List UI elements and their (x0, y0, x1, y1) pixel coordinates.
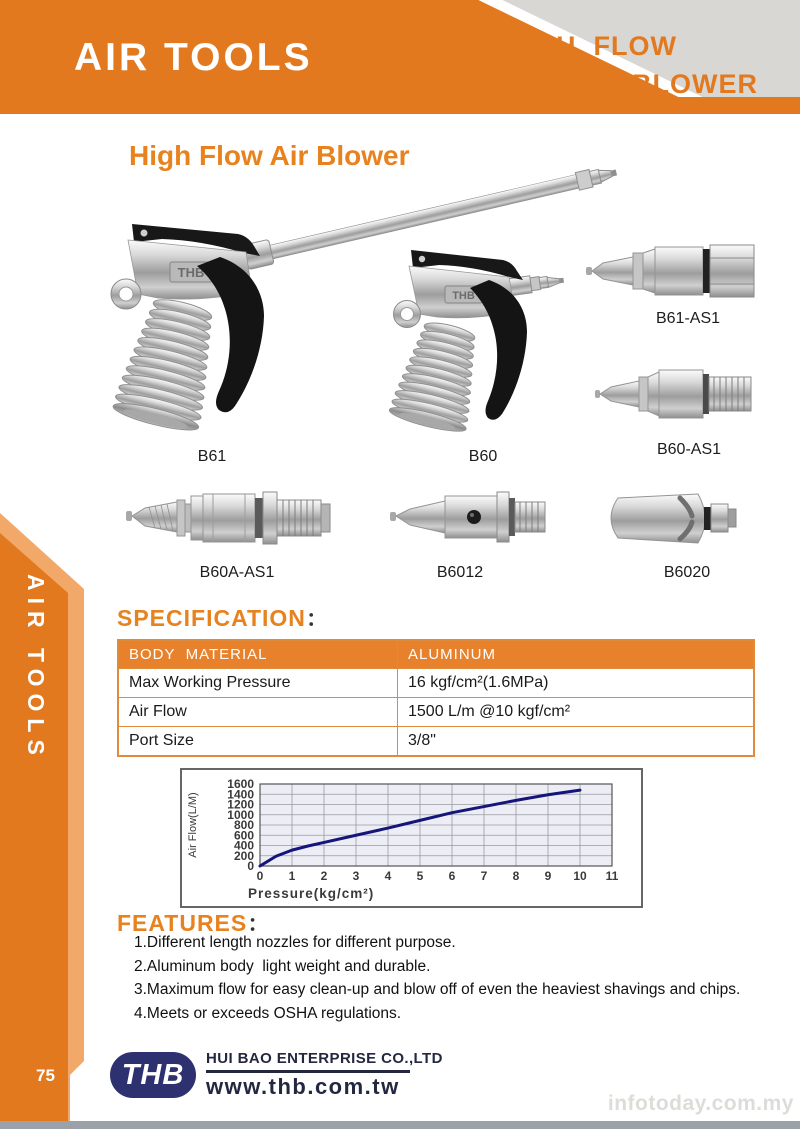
list-item: 1.Different length nozzles for different purpose. (134, 934, 456, 951)
website-url: www.thb.com.tw (206, 1074, 400, 1099)
product-label-b6012: B6012 (436, 564, 484, 581)
spec-label-max-working-pressure: Max Working Pressure (118, 669, 398, 698)
svg-text:8: 8 (512, 869, 520, 883)
svg-text:1000: 1000 (227, 807, 254, 822)
footer-divider (206, 1070, 410, 1073)
table-row (118, 727, 754, 757)
air-flow-pressure-chart (180, 768, 643, 908)
product-image-b60-as1 (595, 362, 755, 425)
table-row (118, 669, 754, 698)
spec-header-aluminum: ALUMINUM (398, 640, 755, 669)
svg-text:Air Flow(L/M): Air Flow(L/M) (187, 792, 199, 858)
product-label-b61-as1: B61-AS1 (655, 310, 721, 327)
company-name: HUI BAO ENTERPRISE CO.,LTD (206, 1050, 443, 1067)
svg-text:5: 5 (416, 869, 424, 883)
sidebar-vertical-label: AIR TOOLS (23, 574, 49, 762)
svg-text:Pressure(kg/cm²): Pressure(kg/cm²) (248, 886, 375, 901)
svg-text:11: 11 (605, 869, 619, 883)
svg-text:200: 200 (233, 848, 254, 863)
list-item: 3.Maximum flow for easy clean-up and blow off of even the heaviest shavings and chips. (134, 981, 741, 998)
list-item: 4.Meets or exceeds OSHA regulations. (134, 1004, 402, 1022)
product-image-b6012 (390, 487, 550, 547)
thb-logo (110, 1052, 196, 1098)
svg-text:3: 3 (352, 869, 360, 883)
spec-value-port-size: 3/8" (398, 727, 755, 757)
spec-header-body-material: BODY MATERIAL (118, 640, 398, 669)
svg-text:1600: 1600 (227, 777, 254, 791)
svg-text:400: 400 (233, 838, 254, 853)
gun-stamp-text: THB (177, 265, 205, 280)
specification-heading-text: SPECIFICATION (117, 605, 306, 631)
header-product-line1: HIGH FLOW (505, 31, 677, 61)
svg-text:600: 600 (233, 828, 254, 843)
product-image-b60a-as1 (125, 482, 340, 548)
svg-text:4: 4 (384, 869, 392, 883)
page-title: High Flow Air Blower (129, 140, 410, 171)
header-product-line2: AIR BLOWER (574, 69, 758, 99)
product-label-b60: B60 (468, 448, 498, 465)
svg-text:0: 0 (256, 869, 264, 883)
table-row (118, 698, 754, 727)
header-banner (0, 0, 800, 114)
product-image-b60 (385, 222, 565, 454)
svg-text:0: 0 (247, 859, 254, 873)
svg-text:10: 10 (573, 869, 587, 883)
svg-text:800: 800 (233, 818, 254, 832)
svg-text:1400: 1400 (227, 787, 254, 802)
svg-text:7: 7 (480, 869, 488, 883)
thb-logo-text: THB (121, 1058, 185, 1091)
features-list (134, 931, 784, 1025)
specification-heading-colon: ： (305, 605, 330, 631)
product-label-b6020: B6020 (663, 564, 711, 581)
gun-stamp-text: THB (452, 290, 475, 302)
brand-title: AIR TOOLS (74, 36, 313, 79)
product-label-b61: B61 (197, 448, 227, 465)
spec-label-port-size: Port Size (118, 727, 398, 757)
product-image-b61-as1 (585, 240, 760, 302)
svg-text:6: 6 (448, 869, 456, 883)
svg-text:2: 2 (320, 869, 328, 883)
spec-value-air-flow: 1500 L/m @10 kgf/cm² (398, 698, 755, 727)
svg-text:9: 9 (544, 869, 552, 883)
chart-svg (182, 770, 637, 902)
spec-table-header-row (118, 640, 754, 669)
spec-label-air-flow: Air Flow (118, 698, 398, 727)
features-heading-colon: ： (247, 910, 272, 936)
bottom-edge-strip (0, 1121, 800, 1129)
features-heading-text: FEATURES (117, 910, 248, 936)
specification-table (117, 639, 755, 757)
svg-text:1: 1 (288, 869, 296, 883)
watermark: infotoday.com.my (607, 1092, 794, 1115)
specification-heading (117, 600, 330, 633)
product-label-b60a-as1: B60A-AS1 (199, 564, 275, 581)
page-number: 75 (36, 1066, 55, 1085)
product-image-b6020 (602, 492, 762, 545)
list-item: 2.Aluminum body light weight and durable. (134, 957, 431, 975)
product-label-b60-as1: B60-AS1 (656, 441, 722, 458)
spec-value-max-working-pressure: 16 kgf/cm²(1.6MPa) (398, 669, 755, 698)
svg-text:1200: 1200 (227, 797, 254, 812)
